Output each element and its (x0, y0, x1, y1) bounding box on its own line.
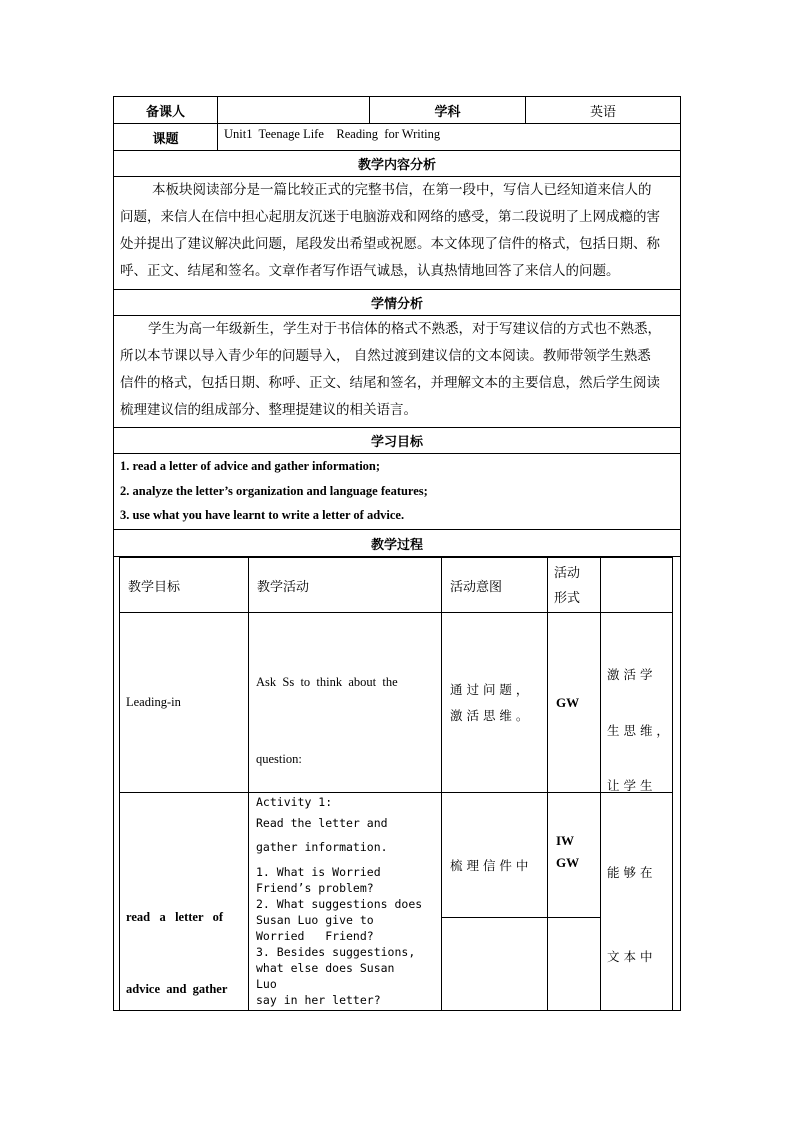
row2-goal-line: advice and gather (126, 982, 228, 996)
objectives-list (113, 453, 681, 530)
col-header-activity: 教学活动 (248, 557, 442, 613)
row2-form-line: GW (556, 855, 580, 870)
subject-label: 学科 (369, 96, 526, 124)
row1-eval-line: 让 学 生 (607, 778, 653, 793)
preparer-label: 备课人 (113, 96, 218, 124)
objectives-title: 学习目标 (113, 427, 681, 454)
row1-intent (441, 612, 548, 793)
row2-activity-line: Read the letter and (256, 816, 388, 830)
col-header-form-line: 活动 (554, 566, 581, 581)
student-analysis-body (113, 315, 681, 428)
student-analysis-line: 学生为高一年级新生，学生对于书信体的格式不熟悉，对于写建议信的方式也不熟悉， (148, 321, 661, 337)
student-analysis-title: 学情分析 (113, 289, 681, 316)
col-header-goal: 教学目标 (119, 557, 249, 613)
row1-eval (600, 612, 673, 793)
row1-form: GW (547, 612, 601, 793)
row2-eval-line: 能 够 在 (607, 865, 653, 880)
row1-activity-line: question: (256, 751, 302, 766)
row2-activity-line: say in her letter? (256, 993, 381, 1007)
subject-value: 英语 (525, 96, 681, 124)
preparer-value (217, 96, 370, 124)
row2-eval-line: 文 本 中 (607, 949, 653, 964)
row1-activity-line: Ask Ss to think about the (256, 675, 398, 689)
row1-eval-line: 生 思 维 ， (607, 722, 669, 738)
content-analysis-line: 本板块阅读部分是一篇比较正式的完整书信，在第一段中，写信人已经知道来信人的 (152, 182, 652, 198)
row1-intent-line: 激 活 思 维 。 (450, 707, 529, 723)
row1-eval-line: 激 活 学 (607, 667, 653, 682)
col-header-form-line: 形式 (554, 591, 581, 606)
row2-activity-line: Friend’s problem? (256, 881, 374, 895)
objective-item: 3. use what you have learnt to write a letter of advice. (120, 508, 405, 522)
row2-intent-line: 梳 理 信 件 中 (450, 858, 529, 873)
row2-form (547, 792, 601, 918)
row1-goal: Leading-in (119, 612, 249, 793)
col-header-intent: 活动意图 (441, 557, 548, 613)
row2-activity-line: Susan Luo give to (256, 913, 374, 927)
col-header-eval (600, 557, 673, 613)
row2-form-line: IW (556, 833, 575, 848)
row2-intent-empty (441, 917, 548, 1011)
row1-activity (248, 612, 442, 793)
row2-activity-line: 1. What is Worried (256, 865, 381, 879)
col-header-form (547, 557, 601, 613)
student-analysis-line: 梳理建议信的组成部分、整理提建议的相关语言。 (120, 402, 417, 418)
content-analysis-line: 问题，来信人在信中担心起朋友沉迷于电脑游戏和网络的感受，第二段说明了上网成瘾的害 (120, 209, 660, 225)
row2-goal-line: read a letter of (126, 910, 224, 924)
process-title: 教学过程 (113, 529, 681, 557)
content-analysis-title: 教学内容分析 (113, 150, 681, 177)
row2-activity-line: Activity 1: (256, 795, 333, 809)
row2-activity-line: 3. Besides suggestions, (256, 945, 416, 959)
row2-goal (119, 792, 249, 1011)
topic-value: Unit1 Teenage Life Reading for Writing (217, 123, 681, 151)
row2-activity-line: Luo (256, 977, 277, 991)
row2-activity-line: Worried Friend? (256, 929, 374, 943)
row2-eval (600, 792, 673, 1011)
row2-activity-line: gather information. (256, 840, 388, 854)
content-analysis-body (113, 176, 681, 290)
student-analysis-line: 信件的格式，包括日期、称呼、正文、结尾和签名，并理解文本的主要信息，然后学生阅读 (120, 375, 660, 391)
student-analysis-line: 所以本节课以导入青少年的问题导入， 自然过渡到建议信的文本阅读。教师带领学生熟悉 (120, 348, 651, 364)
row2-intent (441, 792, 548, 918)
content-analysis-line: 呼、正文、结尾和签名。文章作者写作语气诚恳，认真热情地回答了来信人的问题。 (120, 263, 620, 279)
topic-label: 课题 (113, 123, 218, 151)
row2-activity-line: what else does Susan (256, 961, 395, 975)
row2-activity (248, 792, 442, 1011)
row2-activity-line: 2. What suggestions does (256, 897, 423, 911)
content-analysis-line: 处并提出了建议解决此问题，尾段发出希望或祝愿。本文体现了信件的格式，包括日期、称 (120, 236, 660, 252)
objective-item: 1. read a letter of advice and gather information; (120, 459, 381, 473)
row2-form-empty (547, 917, 601, 1011)
objective-item: 2. analyze the letter’s organization and language features; (120, 483, 428, 498)
row1-intent-line: 通 过 问 题 ， (450, 681, 529, 697)
